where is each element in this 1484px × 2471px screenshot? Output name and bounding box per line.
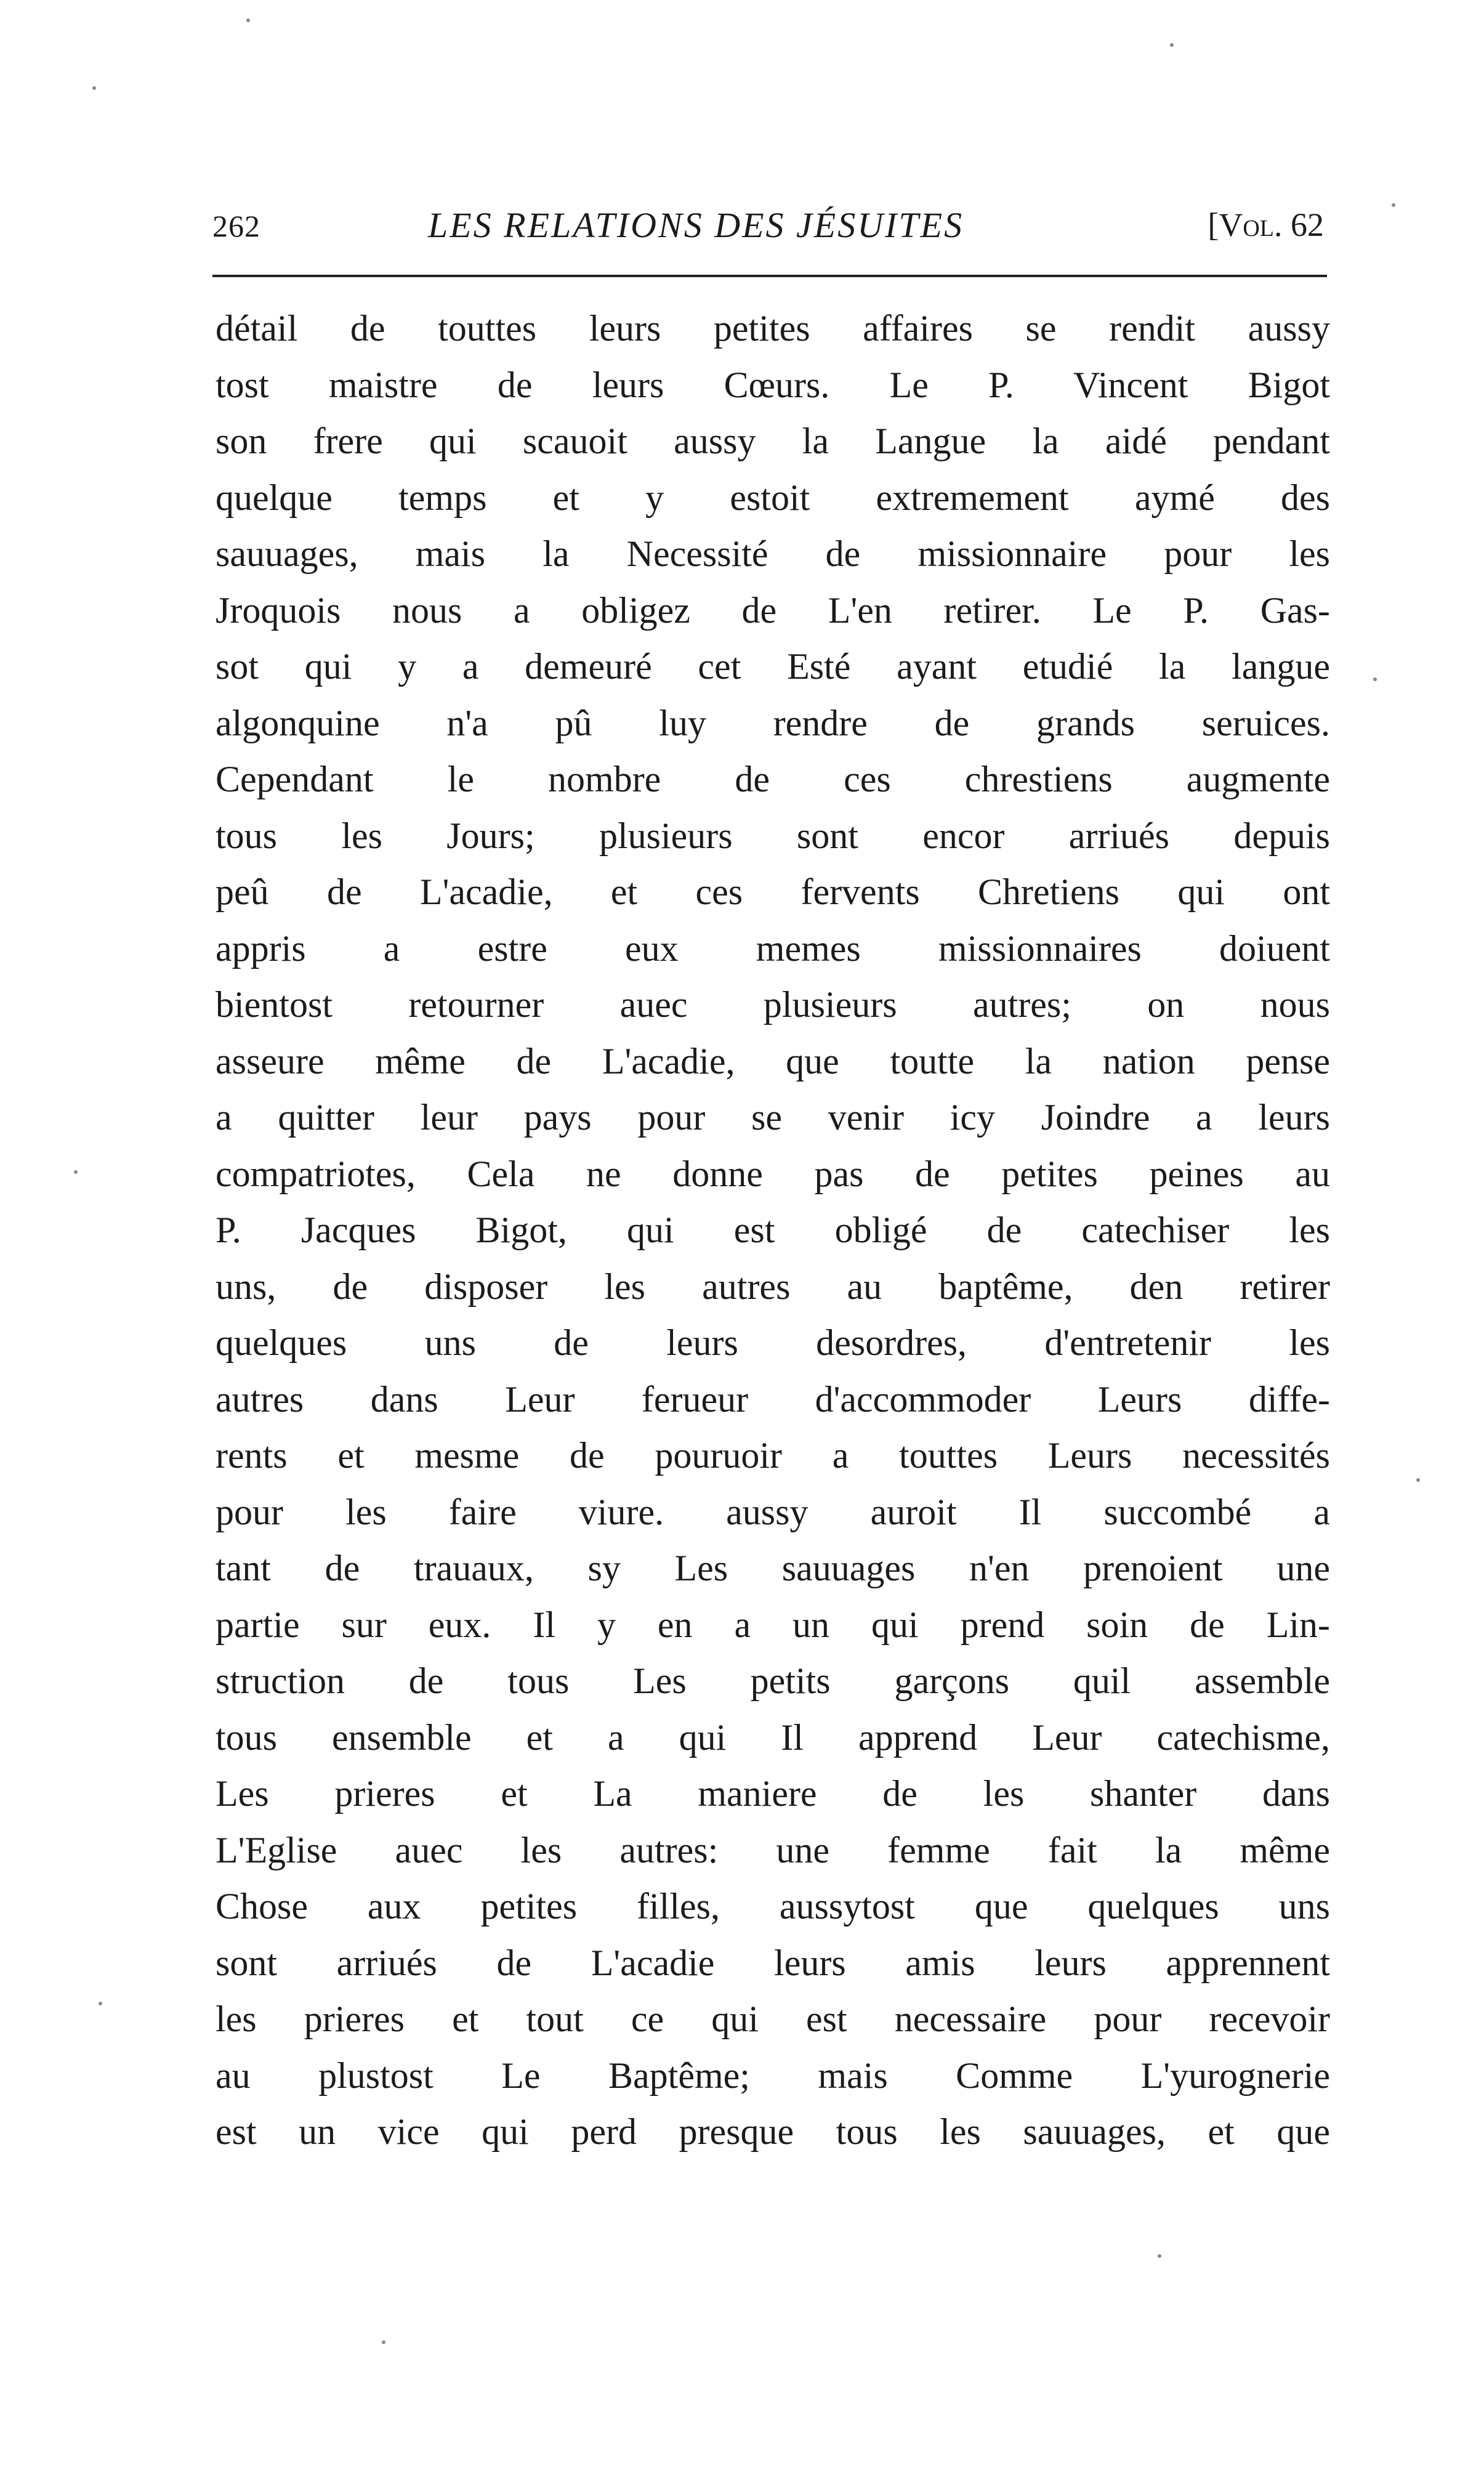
text-line: sauuages, mais la Necessité de missionnaire pour les: [216, 533, 1330, 574]
scan-speck: [382, 2340, 385, 2344]
volume-label: [1208, 206, 1324, 244]
scan-speck: [92, 86, 96, 90]
scan-speck: [1170, 43, 1174, 47]
volume-abbrev: Vol.: [1219, 206, 1283, 243]
text-line: tous ensemble et a qui Il apprend Leur catechisme,: [216, 1717, 1330, 1758]
volume-number: 62: [1291, 206, 1324, 243]
text-line: partie sur eux. Il y en a un qui prend soin de Lin-: [216, 1604, 1330, 1645]
text-line: uns, de disposer les autres au baptême, den retirer: [216, 1266, 1330, 1307]
text-line: est un vice qui perd presque tous les sauuages, et que: [216, 2111, 1330, 2152]
scan-speck: [1392, 203, 1395, 207]
text-line: au plustost Le Baptême; mais Comme L'yurognerie: [216, 2055, 1330, 2096]
text-line: Jroquois nous a obligez de L'en retirer. Le P. Gas-: [216, 589, 1330, 631]
running-title: LES RELATIONS DES JÉSUITES: [428, 205, 964, 245]
text-line: son frere qui scauoit aussy la Langue la aidé pendant: [216, 421, 1330, 461]
text-line: asseure même de L'acadie, que toutte la nation pense: [216, 1040, 1330, 1082]
text-line: Les prieres et La maniere de les shanter dans: [216, 1773, 1330, 1814]
text-line: tost maistre de leurs Cœurs. Le P. Vincent Bigot: [216, 364, 1330, 405]
text-line: quelque temps et y estoit extremement aymé des: [216, 477, 1330, 518]
text-line: rents et mesme de pouruoir a touttes Leurs necessités: [216, 1435, 1330, 1476]
text-line: struction de tous Les petits garçons quil assemble: [216, 1660, 1330, 1701]
scan-speck: [1373, 677, 1377, 681]
page-number: 262: [212, 209, 260, 243]
body-text: [216, 301, 1330, 2161]
scan-speck: [1158, 2254, 1161, 2258]
text-line: peû de L'acadie, et ces fervents Chretiens qui ont: [216, 872, 1330, 912]
scan-speck: [1416, 1478, 1420, 1482]
text-line: Cependant le nombre de ces chrestiens augmente: [216, 759, 1330, 799]
scan-speck: [74, 1170, 78, 1174]
text-line: sot qui y a demeuré cet Esté ayant etudié la langue: [216, 646, 1330, 687]
text-line: Chose aux petites filles, aussytost que quelques uns: [216, 1886, 1330, 1927]
page-header: [212, 195, 1330, 269]
text-line: a quitter leur pays pour se venir icy Joindre a leurs: [216, 1097, 1330, 1138]
text-line: pour les faire viure. aussy auroit Il succombé a: [216, 1491, 1330, 1532]
text-line: P. Jacques Bigot, qui est obligé de catechiser les: [216, 1210, 1330, 1250]
text-line: les prieres et tout ce qui est necessaire pour recevoir: [216, 1999, 1330, 2039]
scan-speck: [99, 2002, 102, 2005]
text-line: quelques uns de leurs desordres, d'entretenir les: [216, 1322, 1330, 1363]
text-line: tous les Jours; plusieurs sont encor arriués depuis: [216, 815, 1330, 856]
text-line: tant de trauaux, sy Les sauuages n'en prenoient une: [216, 1548, 1330, 1588]
text-line: algonquine n'a pû luy rendre de grands seruices.: [216, 702, 1330, 743]
text-line: bientost retourner auec plusieurs autres; on nous: [216, 984, 1330, 1025]
text-line: appris a estre eux memes missionnaires doiuent: [216, 928, 1330, 969]
header-rule: [212, 275, 1327, 277]
scan-speck: [246, 18, 250, 22]
text-line: L'Eglise auec les autres: une femme fait la même: [216, 1829, 1330, 1870]
text-line: sont arriués de L'acadie leurs amis leurs apprennent: [216, 1942, 1330, 1983]
text-line: compatriotes, Cela ne donne pas de petites peines au: [216, 1153, 1330, 1194]
volume-bracket: [: [1208, 206, 1219, 243]
text-line: autres dans Leur ferueur d'accommoder Leurs diffe-: [216, 1378, 1330, 1420]
text-line: détail de touttes leurs petites affaires se rendit aussy: [216, 308, 1330, 349]
